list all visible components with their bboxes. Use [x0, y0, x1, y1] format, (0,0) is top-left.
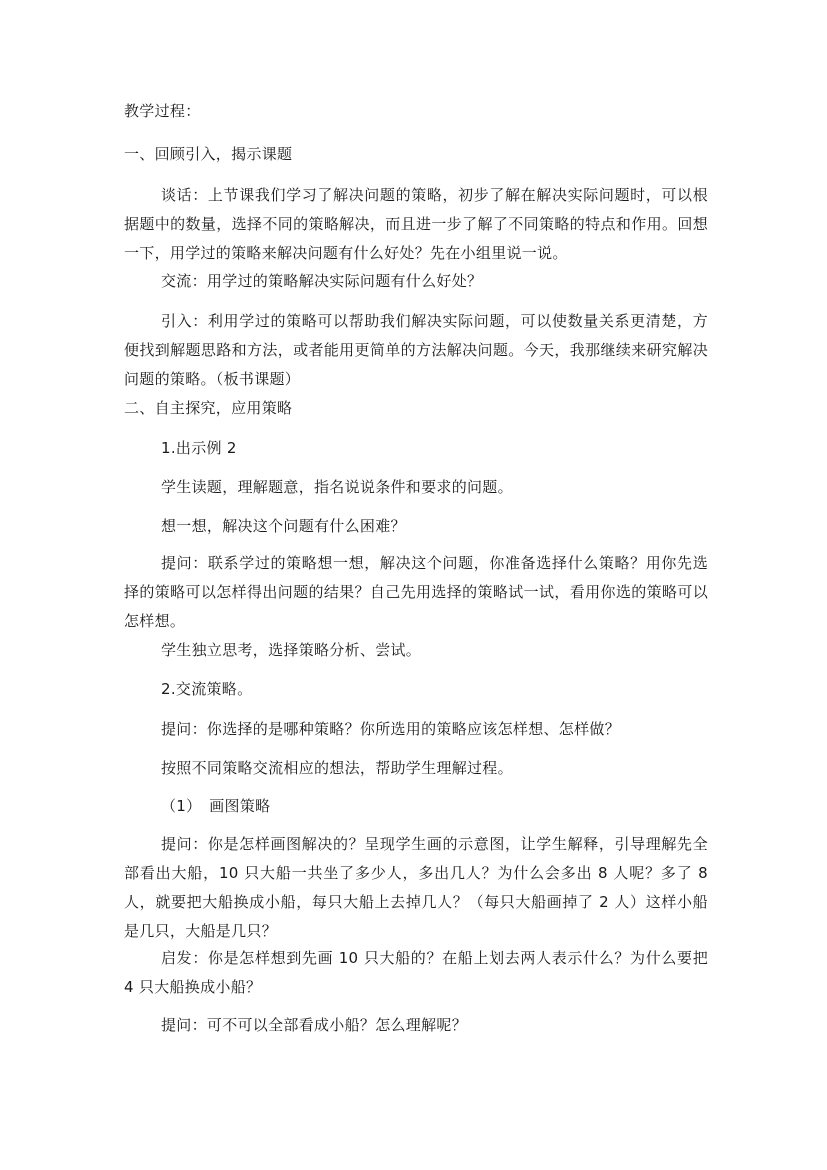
- paragraph-read-problem: 学生读题，理解题意，指名说说条件和要求的问题。: [161, 478, 513, 496]
- paragraph-exchange: 交流：用学过的策略解决实际问题有什么好处？: [161, 272, 483, 290]
- paragraph-independent-thinking: 学生独立思考，选择策略分析、尝试。: [161, 641, 422, 659]
- paragraph-introduction: 引入：利用学过的策略可以帮助我们解决实际问题，可以使数量关系更清楚，方便找到解题思路和方法，或者能用更简单的方法解决问题。今天，我那继续来研究解决问题的策略。（板书课题）: [124, 312, 708, 388]
- step-heading-example: 1.出示例 2: [161, 439, 237, 457]
- paragraph-which-strategy: 提问：你选择的是哪种策略？你所选用的策略应该怎样想、怎样做？: [161, 720, 621, 738]
- section-heading-review: 一、回顾引入，揭示课题: [124, 145, 293, 163]
- subheading-drawing-strategy: （1） 画图策略: [161, 797, 271, 815]
- paragraph-conversation: 谈话：上节课我们学习了解决问题的策略，初步了解在解决实际问题时，可以根据题中的数量，选择不同的策略解决，而且进一步了解了不同策略的特点和作用。回想一下，用学过的策略来解决问题有什么好处？先在小组里说一说。: [124, 186, 708, 262]
- section-label: 教学过程：: [124, 102, 201, 120]
- paragraph-exchange-ideas: 按照不同策略交流相应的想法，帮助学生理解过程。: [161, 759, 513, 777]
- paragraph-small-boats: 提问：可不可以全部看成小船？怎么理解呢？: [161, 1016, 468, 1034]
- section-heading-explore: 二、自主探究，应用策略: [124, 399, 293, 417]
- paragraph-think: 想一想，解决这个问题有什么困难？: [161, 517, 406, 535]
- step-heading-exchange: 2.交流策略。: [161, 680, 253, 698]
- paragraph-drawing-question: 提问：你是怎样画图解决的？呈现学生画的示意图，让学生解释，引导理解先全部看出大船，10 只大船一共坐了多少人，多出几人？为什么会多出 8 人呢？多了 8 人，就要把大船换成小船，每只大船上去掉几人？（每只大船画掉了 2 人）这样小船是几只，大船是几只？: [124, 835, 708, 940]
- paragraph-question-strategy: 提问：联系学过的策略想一想，解决这个问题，你准备选择什么策略？用你先选择的策略可以怎样得出问题的结果？自己先用选择的策略试一试，看用你选的策略可以怎样想。: [124, 554, 708, 630]
- paragraph-inspiration: 启发：你是怎样想到先画 10 只大船的？在船上划去两人表示什么？为什么要把 4 只大船换成小船？: [124, 949, 708, 996]
